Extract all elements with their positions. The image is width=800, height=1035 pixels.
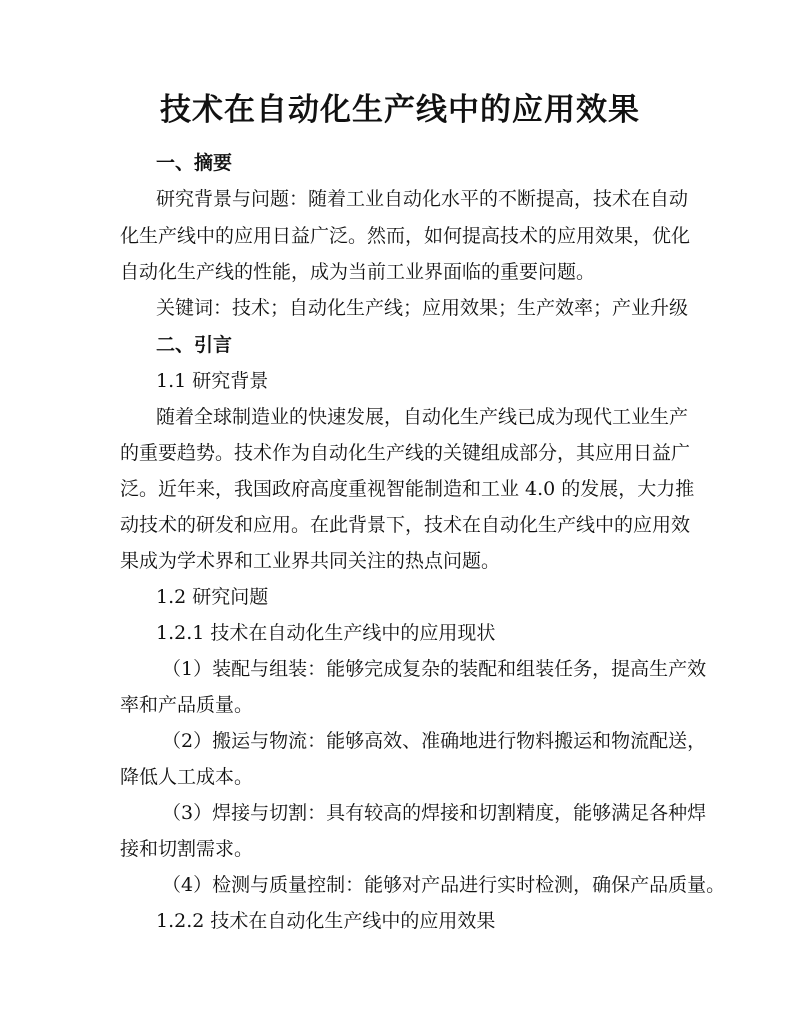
list-item-continuation: 接和切割需求。 (120, 838, 254, 860)
list-item-continuation: 率和产品质量。 (120, 694, 254, 716)
document-title: 技术在自动化生产线中的应用效果 (160, 92, 640, 128)
intro-heading: 二、引言 (156, 334, 233, 356)
abstract-line: 自动化生产线的性能，成为当前工业界面临的重要问题。 (120, 261, 596, 283)
list-item: （1）装配与组装：能够完成复杂的装配和组装任务，提高生产效 (162, 658, 707, 680)
list-item: （2）搬运与物流：能够高效、准确地进行物料搬运和物流配送， (162, 730, 707, 752)
abstract-line: 化生产线中的应用日益广泛。然而，如何提高技术的应用效果，优化 (120, 225, 691, 247)
background-line: 泛。近年来，我国政府高度重视智能制造和工业 4.0 的发展，大力推 (120, 478, 695, 500)
list-item: （3）焊接与切割：具有较高的焊接和切割精度，能够满足各种焊 (162, 802, 707, 824)
section-heading-1-2: 1.2 研究问题 (156, 586, 269, 608)
section-heading-1-2-1: 1.2.1 技术在自动化生产线中的应用现状 (156, 622, 496, 644)
section-heading-1-1: 1.1 研究背景 (156, 370, 269, 392)
keywords-line: 关键词：技术；自动化生产线；应用效果；生产效率；产业升级 (156, 297, 689, 319)
abstract-heading: 一、摘要 (156, 152, 233, 174)
abstract-line: 研究背景与问题：随着工业自动化水平的不断提高，技术在自动 (156, 188, 689, 210)
background-line: 随着全球制造业的快速发展，自动化生产线已成为现代工业生产 (156, 406, 689, 428)
background-line: 果成为学术界和工业界共同关注的热点问题。 (120, 550, 501, 572)
list-item-continuation: 降低人工成本。 (120, 766, 254, 788)
list-item: （4）检测与质量控制：能够对产品进行实时检测，确保产品质量。 (162, 874, 726, 896)
background-line: 的重要趋势。技术作为自动化生产线的关键组成部分，其应用日益广 (120, 442, 691, 464)
section-heading-1-2-2: 1.2.2 技术在自动化生产线中的应用效果 (156, 910, 496, 932)
background-line: 动技术的研发和应用。在此背景下，技术在自动化生产线中的应用效 (120, 514, 691, 536)
